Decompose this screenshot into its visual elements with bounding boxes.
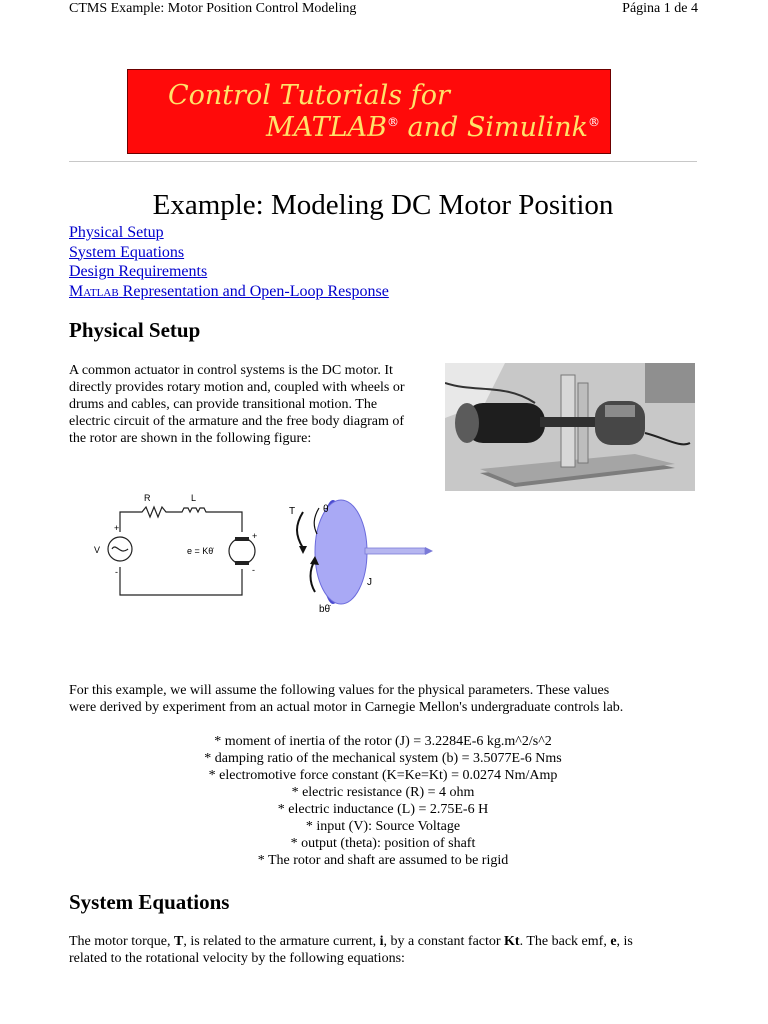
resistor-label: R <box>144 493 151 503</box>
banner-simulink: and Simulink <box>398 112 589 143</box>
assumption-line: were derived by experiment from an actual motor in Carnegie Mellon's undergraduate controls lab. <box>69 700 624 715</box>
current-symbol: i <box>379 934 384 949</box>
back-emf-label: e = Kθ̇ <box>187 546 214 556</box>
banner-registered-1: ® <box>386 115 399 129</box>
section-heading-system-equations: System Equations <box>69 890 230 914</box>
banner-line-2 <box>266 112 600 143</box>
text-run: , is related to the armature current, <box>183 934 380 949</box>
parameter-item: * damping ratio of the mechanical system (b) = 3.5077E-6 Nms <box>204 751 562 766</box>
intro-line: electric circuit of the armature and the free body diagram of <box>69 414 405 429</box>
inductor-label: L <box>191 493 197 503</box>
text-run: , is <box>616 934 633 949</box>
emf-symbol: e <box>610 934 617 949</box>
page-number: Página 1 de 4 <box>622 1 698 16</box>
tutorial-banner <box>127 69 611 154</box>
parameter-item: * moment of inertia of the rotor (J) = 3.2284E-6 kg.m^2/s^2 <box>214 734 552 749</box>
parameter-item: * output (theta): position of shaft <box>290 836 476 851</box>
rotor-svg <box>285 490 435 615</box>
torque-label: T <box>289 506 296 517</box>
torque-symbol: T <box>173 934 184 949</box>
voltage-plus: + <box>114 523 120 533</box>
motor-plus: + <box>252 531 258 541</box>
voltage-label: V <box>94 545 101 555</box>
theta-label: θ <box>323 504 329 515</box>
assumption-line: For this example, we will assume the following values for the physical parameters. These values <box>69 683 610 698</box>
banner-matlab: MATLAB <box>266 112 387 143</box>
section-heading-physical-setup: Physical Setup <box>69 318 201 342</box>
system-equations-paragraph <box>69 933 709 967</box>
intro-line: directly provides rotary motion and, coupled with wheels or <box>69 380 405 395</box>
dc-motor-photo <box>445 363 695 491</box>
parameter-item: * electromotive force constant (K=Ke=Kt) = 0.0274 Nm/Amp <box>208 768 558 783</box>
voltage-minus: - <box>115 567 118 577</box>
parameter-item: * The rotor and shaft are assumed to be rigid <box>257 853 509 868</box>
parameter-item: * input (V): Source Voltage <box>305 819 461 834</box>
banner-line-1: Control Tutorials for <box>168 80 450 111</box>
running-header-title: CTMS Example: Motor Position Control Modeling <box>69 1 357 16</box>
damping-label: bθ̇ <box>319 604 331 615</box>
parameter-item: * electric inductance (L) = 2.75E-6 H <box>277 802 489 817</box>
table-of-contents <box>69 223 389 301</box>
banner-registered-2: ® <box>588 115 601 129</box>
toc-matlab-smallcaps: Matlab <box>69 282 119 300</box>
motor-minus: - <box>252 565 255 575</box>
toc-link-design-requirements[interactable]: Design Requirements <box>69 263 208 280</box>
inertia-label: J <box>367 577 372 588</box>
armature-circuit-diagram <box>92 487 272 602</box>
motor-photo-drawing <box>445 363 695 491</box>
rotor-free-body-diagram <box>285 490 435 615</box>
toc-link-matlab-representation[interactable] <box>69 282 389 302</box>
equations-line-2: related to the rotational velocity by the following equations: <box>69 951 405 966</box>
kt-symbol: Kt <box>504 934 520 949</box>
page-title: Example: Modeling DC Motor Position <box>152 189 614 221</box>
parameter-item: * electric resistance (R) = 4 ohm <box>291 785 475 800</box>
intro-line: the rotor are shown in the following figure: <box>69 431 312 446</box>
physical-setup-intro <box>69 362 449 447</box>
assumption-paragraph <box>69 682 709 716</box>
intro-line: drums and cables, can provide transitional motion. The <box>69 397 378 412</box>
toc-link-system-equations[interactable]: System Equations <box>69 243 185 261</box>
circuit-svg <box>92 487 272 602</box>
intro-line: A common actuator in control systems is the DC motor. It <box>69 363 393 378</box>
toc-matlab-rest: Representation and Open-Loop Response <box>118 282 389 300</box>
text-run: , by a constant factor <box>383 934 505 949</box>
equations-line-1 <box>69 933 709 950</box>
text-run: The motor torque, <box>69 934 174 949</box>
text-run: . The back emf, <box>519 934 611 949</box>
horizontal-rule <box>69 161 697 162</box>
parameter-list <box>69 733 697 869</box>
toc-link-physical-setup[interactable]: Physical Setup <box>69 224 164 241</box>
